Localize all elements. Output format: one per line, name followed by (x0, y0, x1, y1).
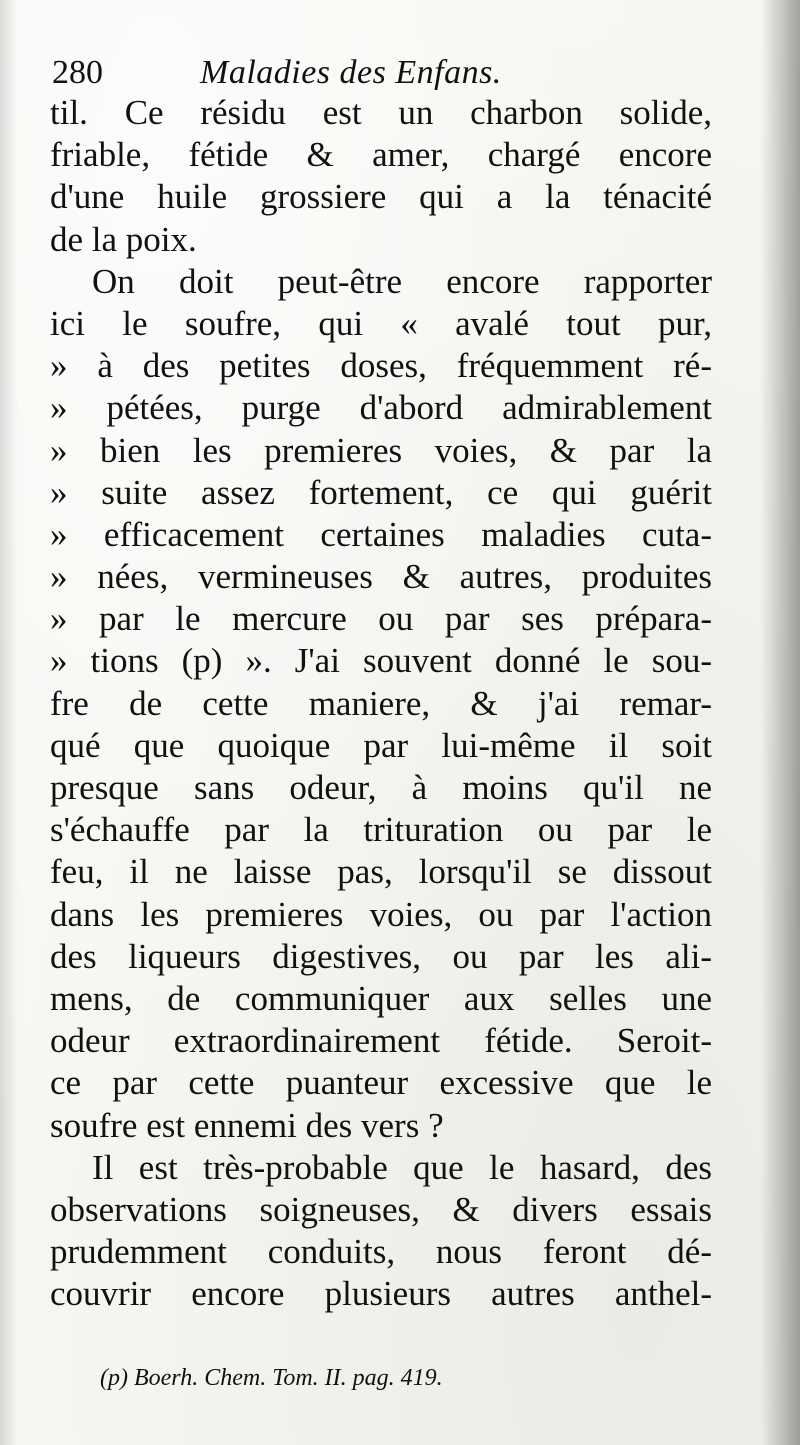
text-line: presque sans odeur, à moins qu'il ne (50, 768, 712, 807)
text-line: d'une huile grossiere qui a la ténacité (50, 177, 712, 217)
running-header (52, 48, 712, 98)
text-line: fre de cette maniere, & j'ai remar- (50, 683, 712, 723)
text-line: dans les premieres voies, ou par l'action (50, 894, 712, 934)
text-line: soufre est ennemi des vers ? (50, 1105, 444, 1145)
text-line: » pétées, purge d'abord admirablement (50, 388, 712, 428)
text-line: » tions (p) ». J'ai souvent donné le sou- (50, 641, 712, 681)
text-line: prudemment conduits, nous feront dé- (50, 1232, 712, 1272)
text-line: observations soigneuses, & divers essais (50, 1189, 712, 1229)
page-edge-shadow (760, 0, 800, 1445)
text-line: de la poix. (50, 219, 197, 259)
text-line: qué que quoique par lui-même il soit (50, 725, 712, 765)
text-line: s'échauffe par la trituration ou par le (50, 810, 712, 850)
text-line: » bien les premieres voies, & par la (50, 430, 712, 470)
page-number: 280 (52, 54, 103, 91)
text-line: On doit peut-être encore rapporter (92, 261, 712, 301)
text-line: feu, il ne laisse pas, lorsqu'il se dissout (50, 852, 712, 892)
footnote: (p) Boerh. Chem. Tom. II. pag. 419. (100, 1365, 443, 1391)
text-line: til. Ce résidu est un charbon solide, (50, 93, 712, 132)
text-line: Il est très-probable que le hasard, des (92, 1147, 712, 1187)
running-title: Maladies des Enfans. (200, 54, 502, 91)
body-text (50, 92, 712, 1315)
gutter-shadow (0, 0, 18, 1445)
text-line: » efficacement certaines maladies cuta- (50, 514, 712, 554)
text-line: ici le soufre, qui « avalé tout pur, (50, 303, 712, 343)
text-line: ce par cette puanteur excessive que le (50, 1063, 712, 1103)
text-line: » nées, vermineuses & autres, produites (50, 557, 712, 597)
text-line: » par le mercure ou par ses prépara- (50, 599, 712, 639)
text-line: des liqueurs digestives, ou par les ali- (50, 936, 712, 976)
text-line: » à des petites doses, fréquemment ré- (50, 346, 712, 386)
text-line: mens, de communiquer aux selles une (50, 978, 712, 1018)
text-line: odeur extraordinairement fétide. Seroit- (50, 1021, 712, 1061)
text-line: friable, fétide & amer, chargé encore (50, 135, 712, 175)
text-line: couvrir encore plusieurs autres anthel- (50, 1274, 712, 1314)
text-line: » suite assez fortement, ce qui guérit (50, 472, 712, 512)
